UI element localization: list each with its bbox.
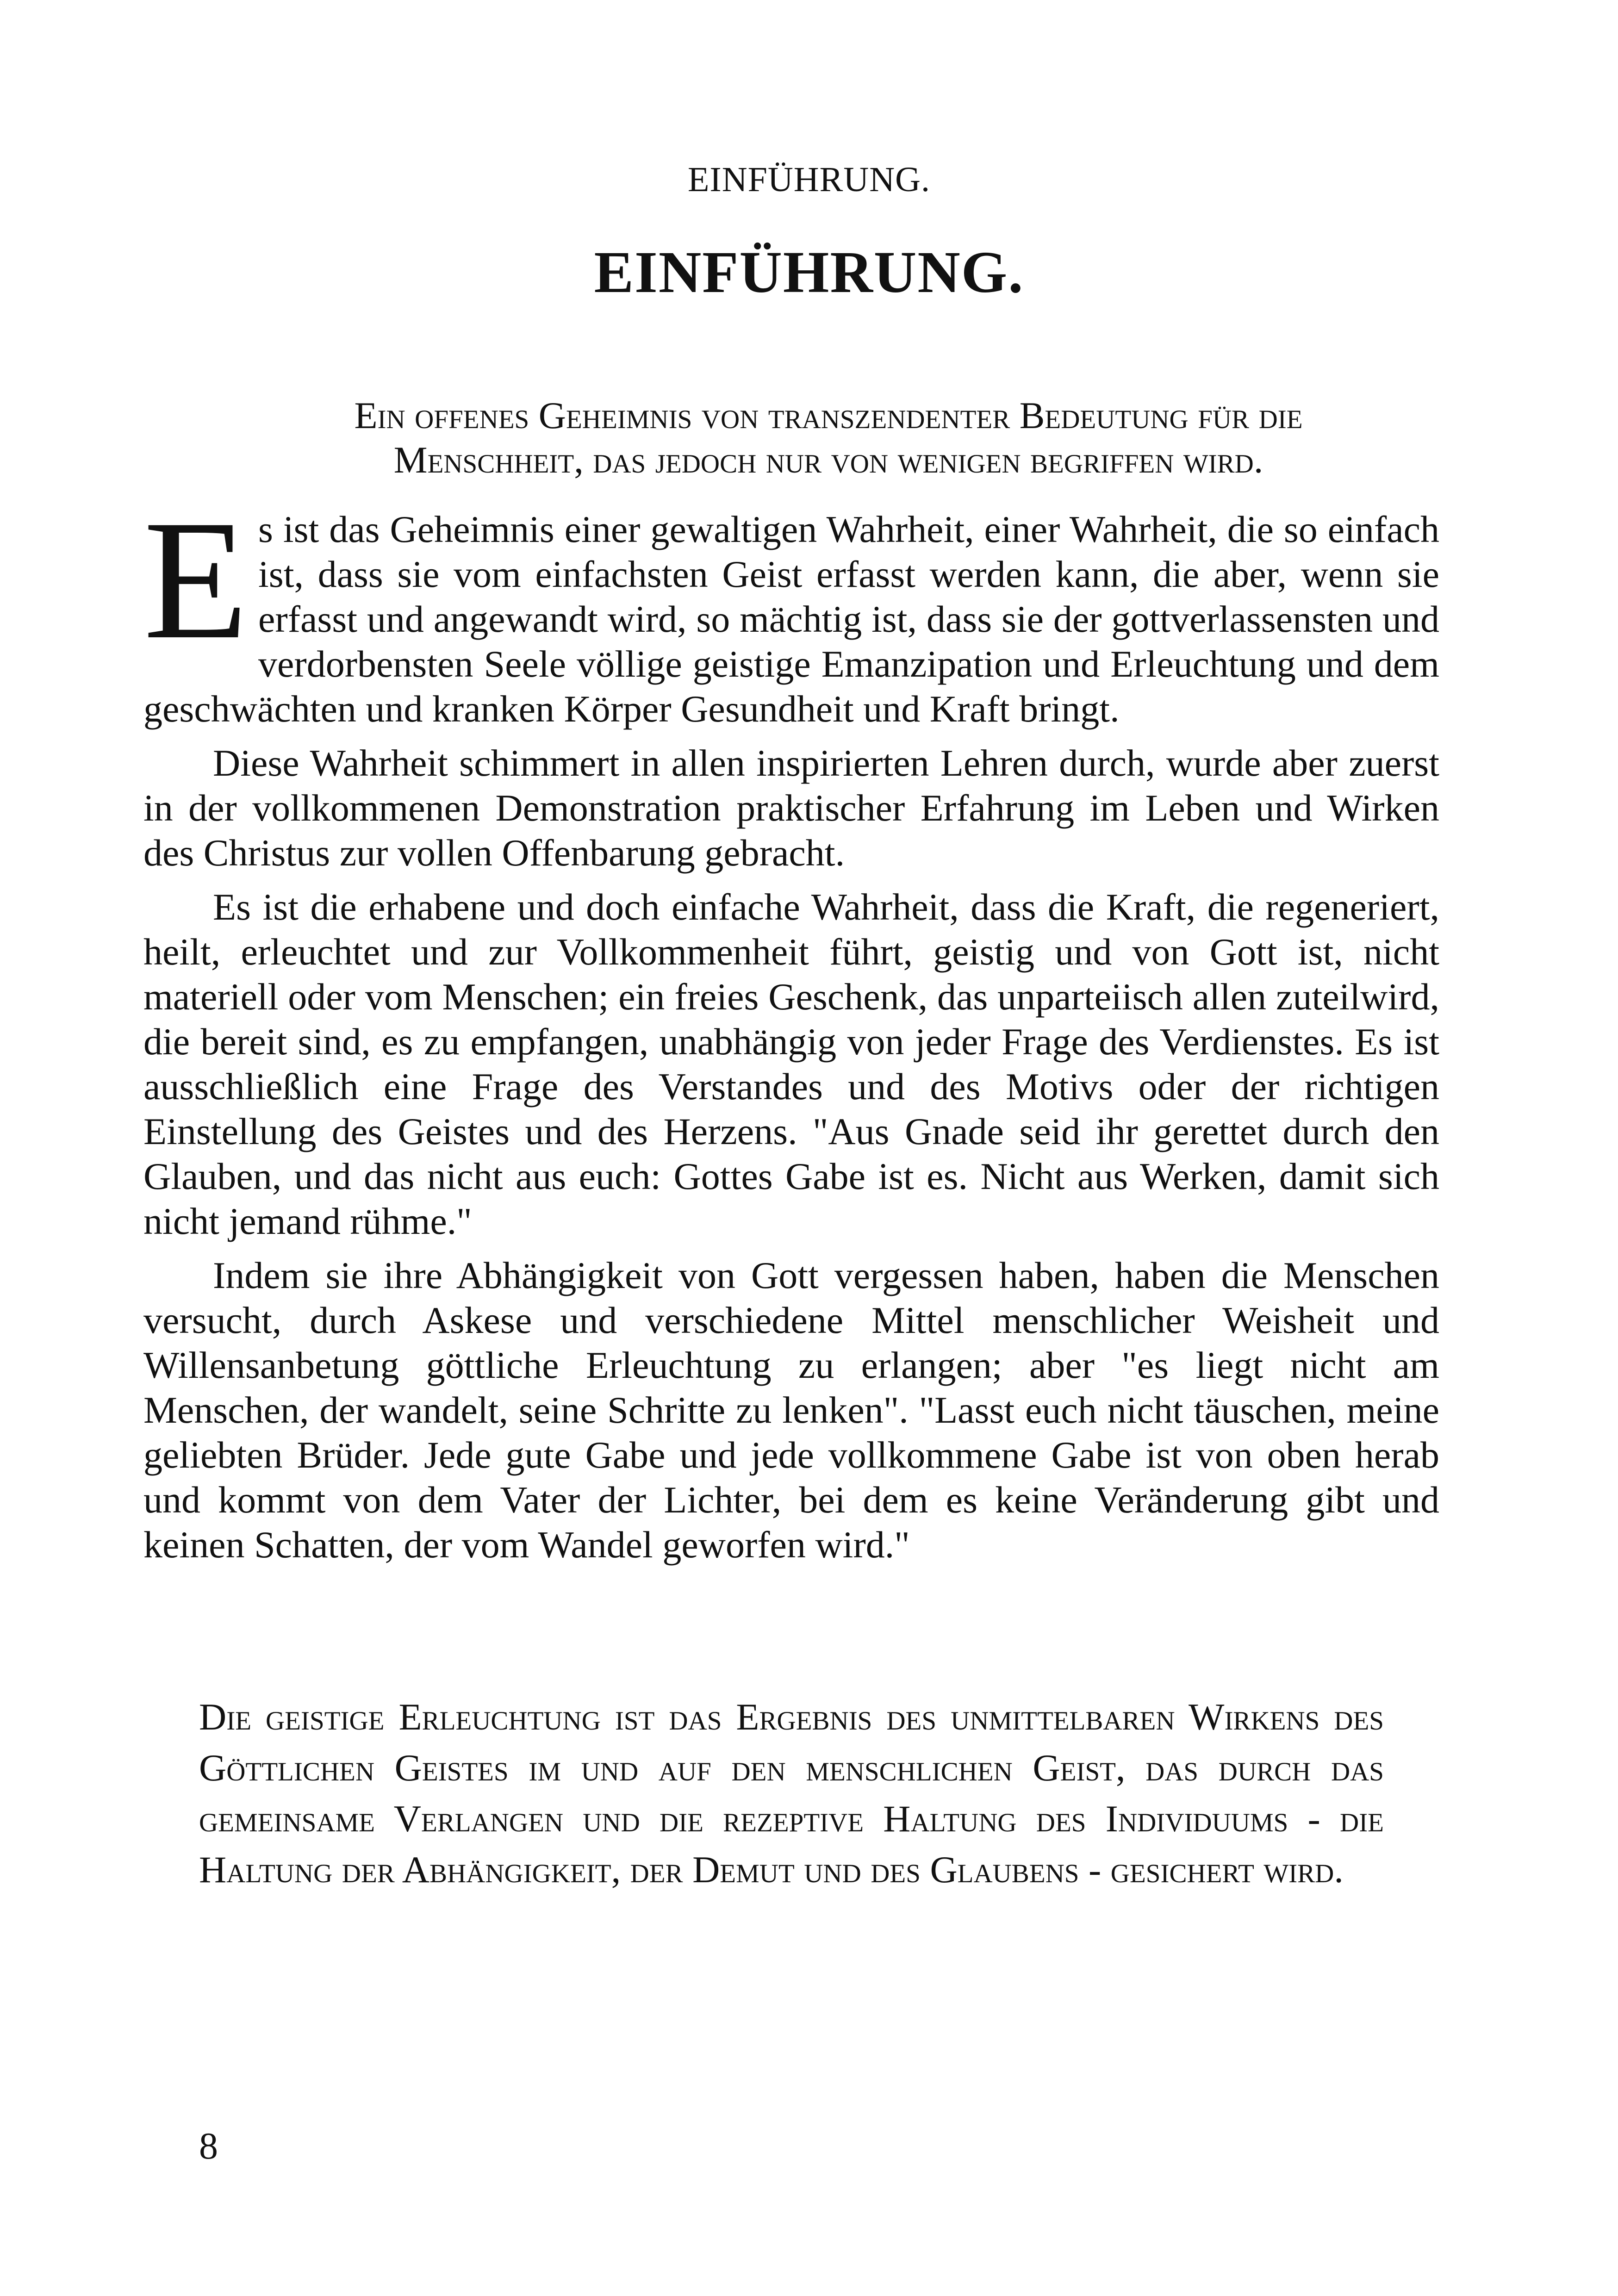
- page-number: 8: [199, 2125, 218, 2167]
- paragraph-4: Indem sie ihre Abhängigkeit von Gott vergessen haben, haben die Menschen versucht, durch Askese und verschiedene Mittel menschlicher Weisheit und Willensanbetung göttliche Erleuchtung zu erlangen; aber "es liegt nicht am Menschen, der wandelt, seine Schritte zu lenken". "Lasst euch nicht täuschen, meine geliebten Brüder. Jede gute Gabe und jede vollkommene Gabe ist von oben herab und kommt von dem Vater der Lichter, bei dem es keine Veränderung gibt und keinen Schatten, der vom Wandel geworfen wird.": [143, 1254, 1439, 1566]
- body-text: [143, 485, 1439, 1576]
- paragraph-1-text: s ist das Geheimnis einer gewaltigen Wahrheit, einer Wahrheit, die so einfach ist, dass sie vom einfachsten Geist erfasst werden kann, die aber, wenn sie erfasst und angewandt wird, so mächtig ist, dass sie der gottverlassensten und verdorbensten Seele völlige geistige Emanzipation und Erleuchtung und dem geschwächten und kranken Körper Gesundheit und Kraft bringt.: [143, 508, 1439, 730]
- chapter-title: EINFÜHRUNG.: [594, 239, 1024, 305]
- subtitle-line-1: Ein offenes Geheimnis von transzendenter Bedeutung für die: [354, 394, 1303, 436]
- drop-cap: E: [143, 485, 249, 675]
- paragraph-1: [143, 485, 1439, 731]
- chapter-subtitle: [250, 393, 1407, 482]
- running-head: EINFÜHRUNG.: [688, 160, 930, 199]
- paragraph-2: Diese Wahrheit schimmert in allen inspirierten Lehren durch, wurde aber zuerst in der vollkommenen Demonstration praktischer Erfahrung im Leben und Wirken des Christus zur vollen Offenbarung gebracht.: [143, 742, 1439, 874]
- paragraph-3: Es ist die erhabene und doch einfache Wahrheit, dass die Kraft, die regeneriert, heilt, erleuchtet und zur Vollkommenheit führt, geistig und von Gott ist, nicht materiell oder vom Menschen; ein freies Geschenk, das unparteiisch allen zuteilwird, die bereit sind, es zu empfangen, unabhängig von jeder Frage des Verdienstes. Es ist ausschließlich eine Frage des Verstandes und des Motivs oder der richtigen Einstellung des Geistes und des Herzens. "Aus Gnade seid ihr gerettet durch den Glauben, und das nicht aus euch: Gottes Gabe ist es. Nicht aus Werken, damit sich nicht jemand rühme.": [143, 886, 1439, 1242]
- key-statement: Die geistige Erleuchtung ist das Ergebnis des unmittelbaren Wirkens des Göttlichen Geistes im und auf den menschlichen Geist, das durch das gemeinsame Verlangen und die rezeptive Haltung des Individuums - die Haltung der Abhängigkeit, der Demut und des Glaubens - gesichert wird.: [199, 1696, 1384, 1891]
- subtitle-line-2: Menschheit, das jedoch nur von wenigen begriffen wird.: [393, 439, 1263, 481]
